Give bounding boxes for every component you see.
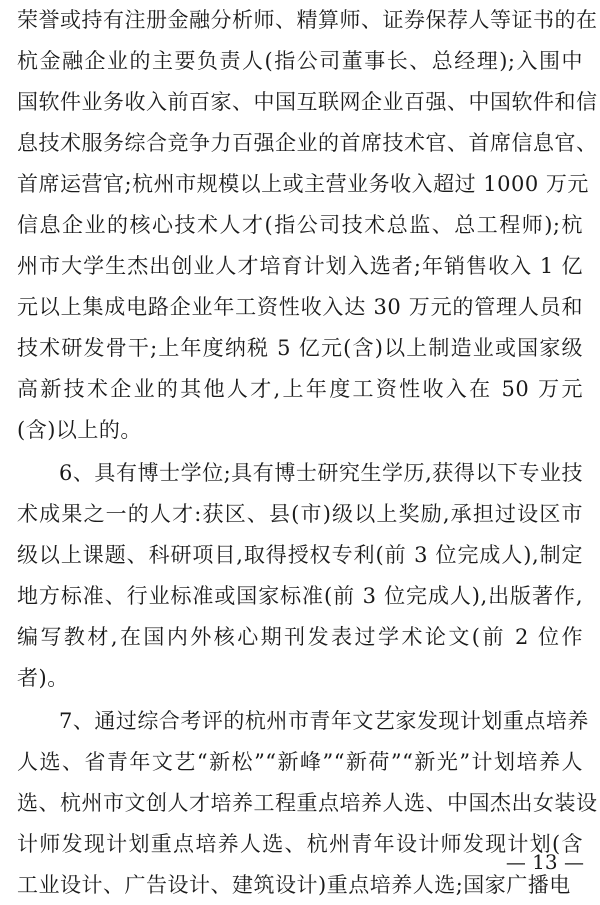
body-text-line: 技术研发骨干;上年度纳税 5 亿元(含)以上制造业或国家级 — [17, 336, 583, 360]
list-item-6-first-line: 6、具有博士学位;具有博士研究生学历,获得以下专业技 — [59, 461, 583, 485]
body-text-line: 州市大学生杰出创业人才培育计划入选者;年销售收入 1 亿 — [17, 254, 583, 278]
body-text-line: 信息企业的核心技术人才(指公司技术总监、总工程师);杭 — [17, 213, 583, 237]
body-text-line: 人选、省青年文艺“新松”“新峰”“新荷”“新光”计划培养人 — [17, 750, 583, 774]
body-text-line: 者)。 — [17, 666, 69, 690]
body-text-line: 选、杭州市文创人才培养工程重点培养人选、中国杰出女装设 — [17, 791, 598, 815]
body-text-line: 杭金融企业的主要负责人(指公司董事长、总经理);入围中 — [17, 49, 583, 73]
body-text-line: 息技术服务综合竞争力百强企业的首席技术官、首席信息官、 — [17, 131, 598, 155]
list-item-7-first-line: 7、通过综合考评的杭州市青年文艺家发现计划重点培养 — [59, 709, 589, 733]
body-text-line: 元以上集成电路企业年工资性收入达 30 万元的管理人员和 — [17, 295, 583, 319]
body-text-line: 编写教材,在国内外核心期刊发表过学术论文(前 2 位作 — [17, 625, 583, 649]
page-number: — 13 — — [505, 850, 584, 874]
body-text-line: 计师发现计划重点培养人选、杭州青年设计师发现计划(含 — [17, 832, 583, 856]
body-text-line: 高新技术企业的其他人才,上年度工资性收入在 50 万元 — [17, 377, 583, 401]
body-text-line: 工业设计、广告设计、建筑设计)重点培养人选;国家广播电 — [17, 873, 571, 897]
body-text-line: (含)以上的。 — [17, 418, 142, 442]
body-text-line: 国软件业务收入前百家、中国互联网企业百强、中国软件和信 — [17, 90, 598, 114]
body-text-line: 级以上课题、科研项目,取得授权专利(前 3 位完成人),制定 — [17, 543, 583, 567]
body-text-line: 地方标准、行业标准或国家标准(前 3 位完成人),出版著作, — [17, 584, 583, 608]
body-text-line: 首席运营官;杭州市规模以上或主营业务收入超过 1000 万元 — [17, 172, 589, 196]
body-text-line: 荣誉或持有注册金融分析师、精算师、证券保荐人等证书的在 — [17, 8, 598, 32]
body-text-line: 术成果之一的人才:获区、县(市)级以上奖励,承担过设区市 — [17, 502, 583, 526]
